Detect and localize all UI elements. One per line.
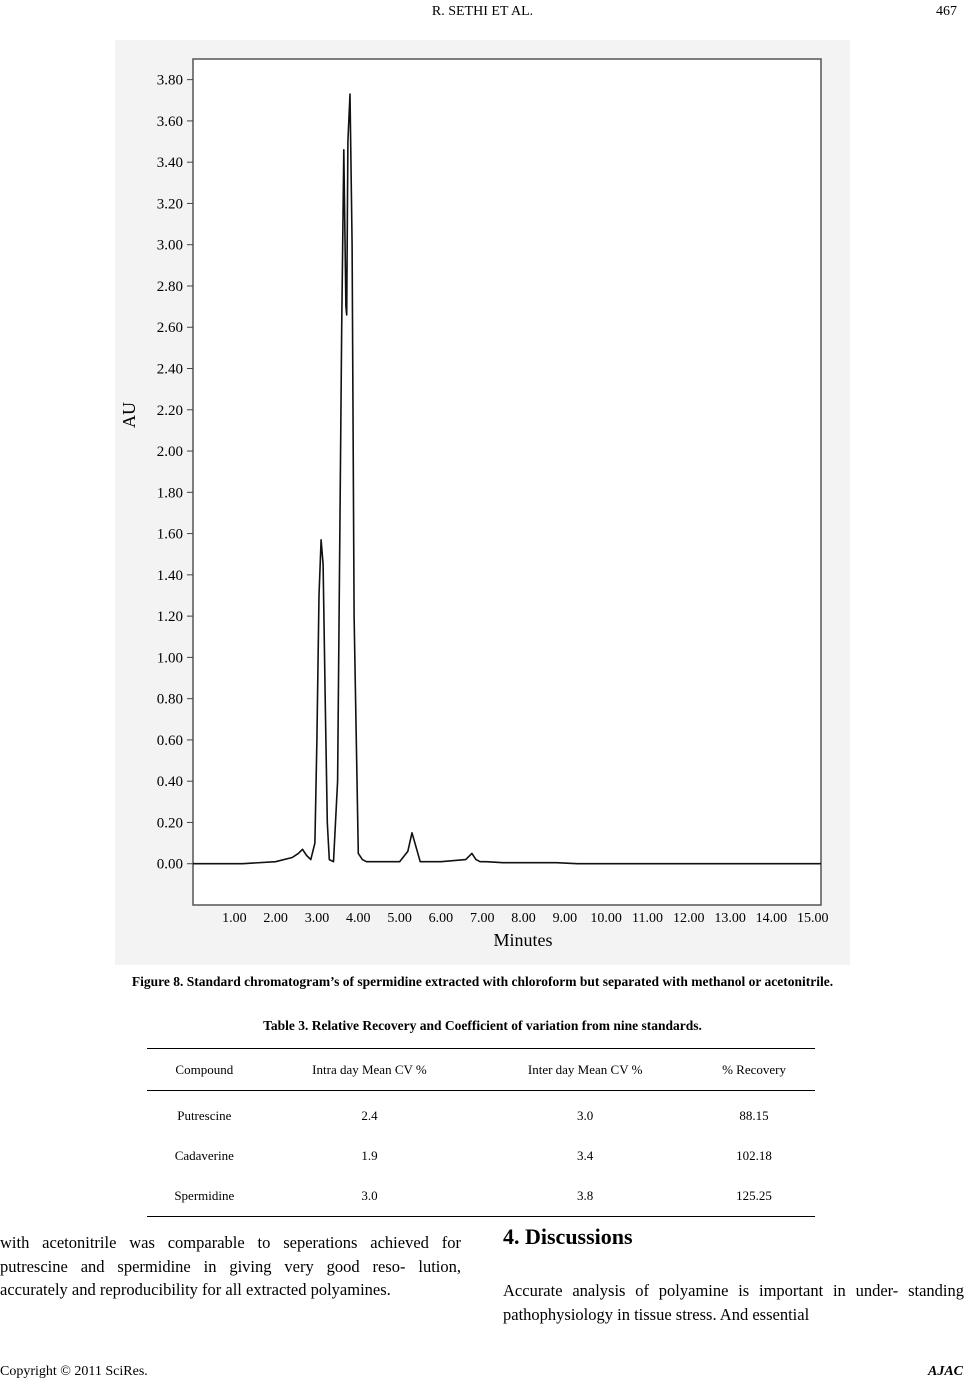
x-tick-label: 4.00 [346, 911, 371, 926]
table-caption: Table 3. Relative Recovery and Coefficient of variation from nine standards. [263, 1018, 702, 1033]
x-tick-label: 8.00 [511, 911, 536, 926]
table-header-cell: Intra day Mean CV % [262, 1049, 478, 1091]
y-tick-label: 3.40 [156, 155, 183, 172]
x-tick-label: 3.00 [304, 911, 330, 926]
table-header-cell: Compound [147, 1049, 262, 1091]
table-header-cell: Inter day Mean CV % [477, 1049, 693, 1091]
y-tick-label: 0.20 [156, 815, 183, 832]
y-tick-label: 2.60 [156, 320, 183, 337]
y-tick-label: 0.80 [156, 691, 183, 708]
x-tick-label: 13.00 [714, 911, 746, 926]
chromatogram-chart [115, 40, 850, 965]
y-tick-label: 3.20 [156, 196, 183, 213]
table-cell: 125.25 [693, 1176, 815, 1217]
x-tick-label: 7.00 [469, 911, 495, 926]
chromatogram-figure [115, 40, 850, 965]
y-tick-label: 3.00 [156, 237, 183, 254]
y-tick-label: 1.80 [156, 485, 183, 502]
running-header-authors: R. SETHI ET AL. [431, 4, 534, 19]
x-axis-label: Minutes [493, 930, 553, 950]
table-row [147, 1176, 815, 1217]
table-row [147, 1136, 815, 1176]
x-tick-label: 9.00 [552, 911, 578, 926]
table-cell: 102.18 [736, 1148, 772, 1163]
y-tick-label: 2.00 [156, 444, 183, 461]
table-cell: 2.4 [361, 1108, 378, 1123]
table-header-cell: % Recovery [693, 1049, 815, 1091]
y-tick-label: 2.40 [156, 361, 183, 378]
section-heading: 4. Discussions [503, 1224, 633, 1249]
x-axis-ticks [222, 911, 828, 926]
table-cell: 3.0 [577, 1108, 594, 1123]
x-tick-label: 1.00 [222, 911, 247, 926]
y-tick-label: 3.60 [156, 113, 183, 130]
y-axis-label: AU [119, 402, 139, 428]
y-tick-label: 1.00 [156, 650, 183, 667]
x-tick-label: 6.00 [428, 911, 454, 926]
page-number: 467 [936, 4, 957, 19]
footer-copyright: Copyright © 2011 SciRes. [0, 1364, 148, 1379]
table-cell: 3.8 [477, 1176, 693, 1217]
footer-journal: AJAC [927, 1364, 963, 1379]
table-cell: Spermidine [147, 1176, 262, 1217]
plot-area [193, 59, 821, 905]
body-paragraph-right: Accurate analysis of polyamine is important in under- standing pathophysiology in tissue stress. And essential [503, 1281, 964, 1324]
table-cell: 3.4 [577, 1148, 594, 1163]
y-tick-label: 0.40 [156, 774, 183, 791]
y-tick-label: 1.20 [156, 609, 183, 626]
table-cell: Cadaverine [174, 1148, 234, 1163]
y-tick-label: 1.40 [156, 567, 183, 584]
y-tick-label: 3.80 [156, 72, 183, 89]
x-tick-label: 2.00 [263, 911, 288, 926]
y-tick-label: 2.80 [156, 278, 183, 295]
x-tick-label: 12.00 [673, 911, 705, 926]
x-tick-label: 15.00 [796, 911, 829, 926]
x-tick-label: 5.00 [387, 911, 412, 926]
table-cell: 1.9 [361, 1148, 378, 1163]
table-cell: Putrescine [177, 1108, 232, 1123]
x-tick-label: 14.00 [755, 911, 788, 926]
y-tick-label: 2.20 [156, 402, 183, 419]
body-paragraph-left: with acetonitrile was comparable to seperations achieved for putrescine and spermidine in giving very good reso- lution, accurately and reproducibility for all extracted polyamines. [0, 1233, 461, 1299]
x-tick-label: 10.00 [590, 911, 622, 926]
table-row [147, 1091, 815, 1137]
table-header-row [147, 1049, 815, 1091]
x-tick-label: 11.00 [631, 911, 663, 926]
y-tick-label: 1.60 [156, 526, 183, 543]
recovery-table [147, 1048, 815, 1217]
table-cell: 3.0 [262, 1176, 478, 1217]
figure-caption: Figure 8. Standard chromatogram’s of spermidine extracted with chloroform but separated with methanol or acetonitrile. [131, 974, 834, 989]
table-cell: 88.15 [739, 1108, 769, 1123]
y-tick-label: 0.60 [156, 732, 183, 749]
y-tick-label: 0.00 [156, 856, 183, 873]
